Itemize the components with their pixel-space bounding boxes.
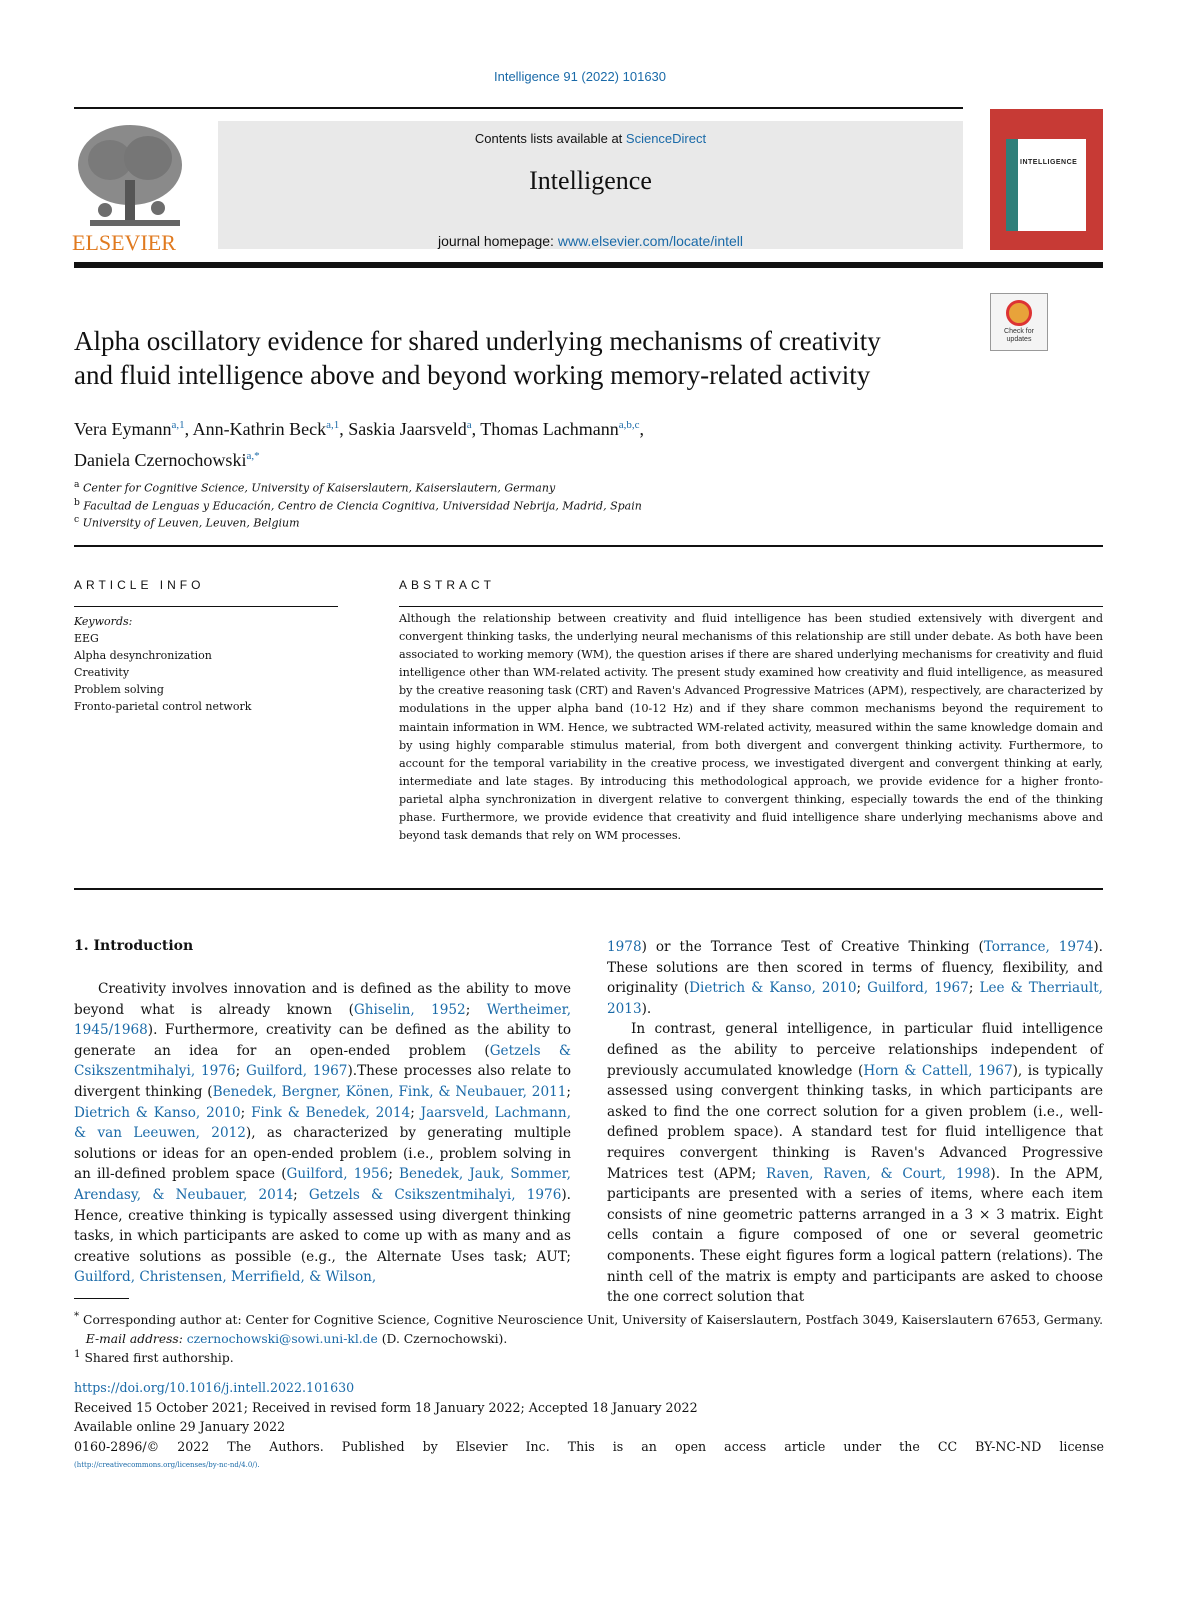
text-run: ), as characterized by generating multiple solutions or ideas for an open-ended problem (i.e., problem solving in an ill-defined problem space (: [74, 1125, 571, 1183]
keyword: EEG: [74, 632, 99, 645]
citation-link[interactable]: Lee & Therriault, 2013: [607, 980, 1104, 1017]
affiliation: [74, 514, 974, 530]
citation-link[interactable]: Guilford, Christensen, Merrifield, & Wilson,: [74, 1269, 377, 1286]
text-run: ;: [968, 980, 980, 997]
text-run: ;: [240, 1104, 252, 1121]
check-for-updates-badge[interactable]: [990, 293, 1048, 351]
text-run: ), is typically assessed using convergent thinking tasks, in which participants are asked to find the one correct solution for a given problem (i.e., well-defined problem space). A standard test for fluid intelligence that requires convergent thinking is Raven's Advanced Progressive Matrices test (APM;: [607, 1062, 1104, 1182]
footnote-mark: 1: [74, 1348, 81, 1360]
abstract-text: Although the relationship between creativity and fluid intelligence has been studied extensively with divergent and convergent thinking tasks, the underlying neural mechanisms of this relationship are still under debate. As both have been associated to working memory (WM), the question arises if there are shared underlying mechanisms for creativity and fluid intelligence other than WM-related activity. The present study examined how creativity and fluid intelligence, as measured by the creative reasoning task (CRT) and Raven's Advanced Progressive Matrices (APM), respectively, are characterized by modulations in the upper alpha band (10-12 Hz) and if they share common mechanisms beyond the requirement to maintain information in WM. Hence, we subtracted WM-related activity, measured within the same knowledge domain and by using highly comparable stimulus material, from both divergent and convergent thinking activity. Furthermore, to account for the temporal variability in the creative process, we investigated divergent and convergent thinking at early, intermediate and late stages. By introducing this methodological approach, we provide evidence for a higher fronto-parietal alpha synchronization in divergent relative to convergent thinking, especially towards the end of the thinking phase. Furthermore, we provide evidence that creativity and fluid intelligence share underlying mechanisms above and beyond task demands that rely on WM processes.: [399, 612, 1103, 843]
text-run: Creativity involves innovation and is defined as the ability to move beyond what is already known (: [74, 981, 571, 1018]
citation-link[interactable]: Horn & Cattell, 1967: [863, 1062, 1013, 1079]
footnote-text: Corresponding author at: Center for Cognitive Science, Cognitive Neuroscience Unit, University of Kaiserslautern, Postfach 3049, Kaiserslautern 67653, Germany.: [83, 1313, 1104, 1328]
keyword: Fronto-parietal control network: [74, 700, 252, 713]
abstract-bottom-rule: [74, 888, 1103, 890]
affiliation-text: Center for Cognitive Science, University of Kaiserslautern, Kaiserslautern, Germany: [82, 481, 556, 495]
received-dates: Received 15 October 2021; Received in revised form 18 January 2022; Accepted 18 January 2022: [74, 1399, 698, 1415]
author[interactable]: Saskia Jaarsveld: [348, 419, 467, 439]
text-run: ;: [293, 1186, 309, 1203]
citation-link[interactable]: Raven, Raven, & Court, 1998: [766, 1165, 991, 1182]
keywords-label: Keywords:: [74, 615, 133, 628]
author-separator: ,: [184, 419, 193, 439]
shared-authorship-footnote: [74, 1345, 1104, 1368]
affiliation-rule: [74, 545, 1103, 547]
article-title: [74, 324, 974, 392]
homepage-link[interactable]: www.elsevier.com/locate/intell: [557, 233, 744, 249]
text-run: ). In the APM, participants are presented with a series of items, where each item consists of nine geometric patterns arranged in a 3 × 3 matrix. Eight cells contain a figure composed of one or several geometric components. These eight figures form a logical pattern (relations). The ninth cell of the matrix is empty and participants are asked to choose the one correct solution that: [607, 1165, 1103, 1306]
header-top-rule: [74, 107, 963, 109]
author-separator: ,: [471, 419, 481, 439]
journal-reference[interactable]: Intelligence 91 (2022) 101630: [493, 69, 667, 84]
keywords-list: [74, 613, 344, 715]
citation-link[interactable]: Fink & Benedek, 2014: [251, 1104, 411, 1121]
text-run: ;: [566, 1083, 571, 1100]
text-run: ). Hence, creative thinking is typically assessed using divergent thinking tasks, in which participants are asked to come up with as many and as creative solutions as possible (e.g., the Alternate Uses task; AUT;: [74, 1186, 571, 1265]
doi-link[interactable]: https://doi.org/10.1016/j.intell.2022.101630: [74, 1380, 355, 1395]
journal-header-box: [218, 121, 963, 249]
citation-link[interactable]: Jaarsveld, Lachmann, & van Leeuwen, 2012: [74, 1104, 572, 1142]
citation-link[interactable]: Torrance, 1974: [983, 939, 1094, 955]
elsevier-logo[interactable]: [70, 120, 195, 255]
citation-link[interactable]: Wertheimer, 1945/1968: [74, 1001, 572, 1039]
article-info-rule: [74, 606, 338, 607]
publication-info: [74, 1378, 1104, 1476]
text-run: ). Furthermore, creativity can be defined as the ability to generate an idea for an open-ended problem (: [74, 1022, 571, 1059]
keyword: Alpha desynchronization: [74, 649, 212, 662]
text-run: ;: [235, 1063, 246, 1080]
author-affil-mark[interactable]: a,1: [171, 419, 185, 431]
citation-link[interactable]: Getzels & Csikszentmihalyi, 1976: [74, 1042, 571, 1080]
email-suffix: (D. Czernochowski).: [377, 1332, 508, 1347]
available-online: Available online 29 January 2022: [74, 1419, 286, 1434]
email-label: E-mail address:: [85, 1332, 183, 1347]
intro-paragraph-1: [74, 979, 571, 1288]
citation-link[interactable]: Guilford, 1967: [867, 980, 969, 997]
author[interactable]: Daniela Czernochowski: [74, 450, 247, 470]
author-list: [74, 412, 974, 474]
affiliation: [74, 479, 974, 495]
text-run: ;: [856, 980, 868, 997]
bookmark-icon: [1006, 300, 1032, 326]
text-run: ;: [388, 1166, 400, 1183]
footnote-text: Shared first authorship.: [84, 1351, 234, 1366]
author[interactable]: Vera Eymann: [74, 419, 172, 439]
author-affil-mark[interactable]: a: [466, 419, 472, 431]
text-run: ;: [465, 1001, 487, 1018]
author[interactable]: Ann-Kathrin Beck: [192, 419, 327, 439]
cover-panel: [1006, 139, 1086, 231]
author-affil-mark[interactable]: a,1: [326, 419, 340, 431]
author-separator: ,: [639, 419, 645, 439]
citation-link[interactable]: Ghiselin, 1952: [353, 1001, 466, 1018]
abstract-rule: [399, 606, 1103, 607]
citation-link[interactable]: Getzels & Csikszentmihalyi, 1976: [308, 1186, 562, 1203]
intro-paragraph-1-cont: [607, 937, 1103, 1019]
affiliation-mark: c: [74, 514, 80, 525]
intro-left-column: [74, 979, 571, 1288]
license-link[interactable]: (http://creativecommons.org/licenses/by-nc-nd/4.0/).: [74, 1461, 260, 1469]
journal-name: Intelligence: [529, 166, 652, 195]
sciencedirect-link[interactable]: ScienceDirect: [625, 131, 707, 146]
check-updates-label: Check for updates: [1004, 328, 1034, 343]
citation-link[interactable]: Benedek, Jauk, Sommer, Arendasy, & Neubauer, 2014: [74, 1166, 571, 1203]
keyword: Problem solving: [74, 683, 164, 696]
citation-link[interactable]: Guilford, 1956: [286, 1166, 389, 1183]
title-line-2: and fluid intelligence above and beyond working memory-related activity: [74, 360, 871, 390]
elsevier-wordmark: ELSEVIER: [72, 230, 176, 255]
author-affil-mark[interactable]: a,b,c: [618, 419, 640, 431]
author[interactable]: Thomas Lachmann: [480, 419, 619, 439]
citation-link[interactable]: 1978: [607, 939, 642, 955]
email-link[interactable]: czernochowski@sowi.uni-kl.de: [186, 1332, 378, 1347]
contents-prefix: Contents lists available at: [474, 131, 626, 146]
author-affil-mark[interactable]: a,*: [246, 450, 260, 462]
affiliation-text: Facultad de Lenguas y Educación, Centro de Ciencia Cognitiva, Universidad Nebrija, Madrid, Spain: [83, 499, 642, 513]
text-run: ). These solutions are then scored in terms of fluency, flexibility, and originality (: [607, 939, 1103, 997]
affiliation-mark: b: [74, 497, 80, 508]
citation-link[interactable]: Benedek, Bergner, Könen, Fink, & Neubauer, 2011: [212, 1083, 567, 1100]
intro-right-column: [607, 937, 1103, 1308]
intro-paragraph-2: [607, 1019, 1103, 1307]
homepage-prefix: journal homepage:: [437, 233, 558, 249]
header-bottom-rule: [74, 262, 1103, 268]
author-separator: ,: [339, 419, 349, 439]
section-heading-introduction: 1. Introduction: [74, 938, 194, 954]
affiliation-mark: a: [74, 479, 80, 490]
text-run: ) or the Torrance Test of Creative Thinking (: [641, 939, 984, 955]
citation-link[interactable]: Dietrich & Kanso, 2010: [689, 980, 857, 997]
text-run: ).These processes also relate to divergent thinking (: [74, 1063, 572, 1100]
citation-link[interactable]: Dietrich & Kanso, 2010: [74, 1104, 241, 1121]
article-info-heading: ARTICLE INFO: [74, 578, 205, 592]
text-run: In contrast, general intelligence, in particular fluid intelligence defined as the ability to perceive relationships independent of previously accumulated knowledge (: [607, 1021, 1103, 1079]
homepage-line: [218, 233, 963, 249]
affiliation: [74, 497, 974, 513]
affiliation-text: University of Leuven, Leuven, Belgium: [82, 516, 300, 530]
text-run: ;: [410, 1104, 421, 1121]
abstract-heading: ABSTRACT: [399, 578, 496, 592]
license-statement: 0160-2896/© 2022 The Authors. Published by Elsevier Inc. This is an open access article under the CC BY-NC-ND license: [74, 1438, 1104, 1454]
title-line-1: Alpha oscillatory evidence for shared underlying mechanisms of creativity: [74, 326, 881, 356]
footnote-mark: *: [74, 1310, 80, 1322]
corresponding-author-footnote: [74, 1307, 1104, 1349]
text-run: ).: [641, 1000, 652, 1017]
keyword: Creativity: [74, 666, 130, 679]
footnote-rule: [74, 1298, 129, 1299]
contents-line: [218, 131, 963, 146]
journal-cover-image[interactable]: [990, 109, 1103, 250]
cover-stripe: [1006, 139, 1018, 231]
citation-link[interactable]: Guilford, 1967: [245, 1063, 348, 1080]
cover-title: INTELLIGENCE: [1020, 159, 1078, 166]
